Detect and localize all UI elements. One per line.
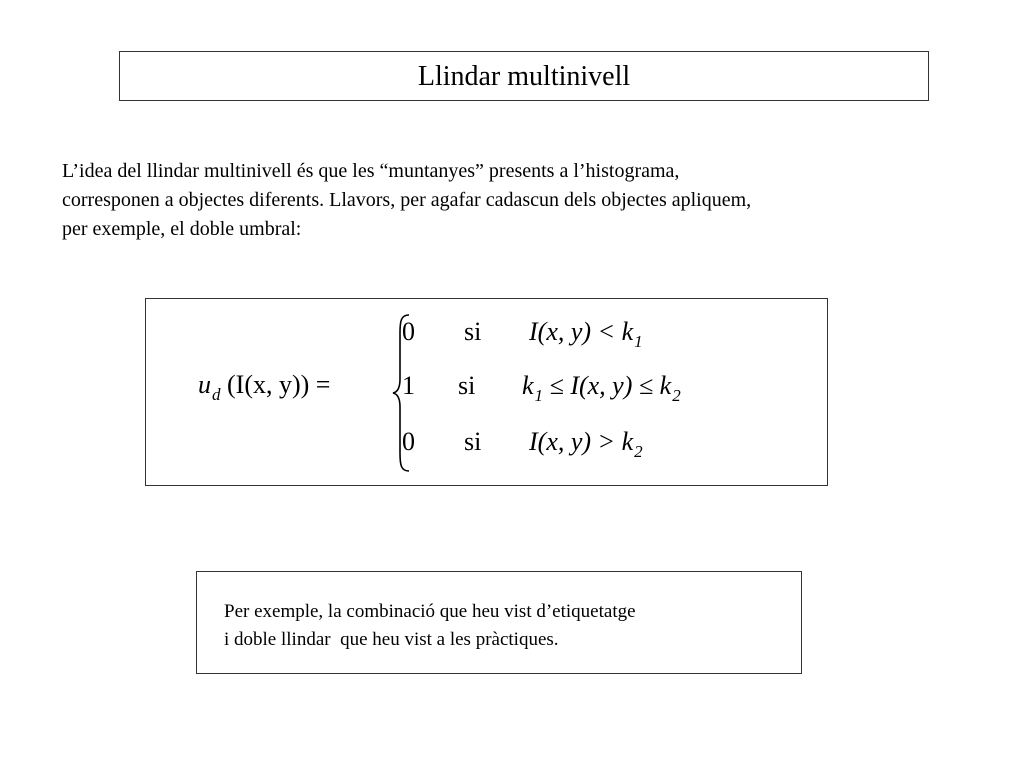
condition-prefix-subscript: 1 — [534, 386, 544, 405]
condition-prefix: k — [522, 371, 534, 400]
case-keyword: si — [464, 427, 482, 456]
formula-arguments: (I(x, y)) = — [220, 370, 331, 399]
note-line: i doble llindar que heu vist a les pràctiques. — [224, 629, 559, 650]
intro-line: per exemple, el doble umbral: — [62, 218, 302, 240]
case-condition — [522, 371, 681, 405]
title-box — [119, 51, 929, 101]
case-condition — [529, 317, 643, 351]
formula-box — [145, 298, 828, 486]
note-text — [224, 598, 636, 654]
condition-subscript: 1 — [634, 332, 643, 351]
condition-text: ≤ I(x, y) ≤ k — [543, 371, 672, 400]
condition-subscript: 2 — [634, 442, 643, 461]
formula-lhs — [198, 370, 331, 404]
condition-text: I(x, y) < k — [529, 317, 634, 346]
note-box — [196, 571, 802, 674]
condition-text: I(x, y) > k — [529, 427, 634, 456]
case-keyword: si — [458, 371, 476, 400]
intro-line: corresponen a objectes diferents. Llavors, per agafar cadascun dels objectes apliquem, — [62, 189, 752, 211]
note-line: Per exemple, la combinació que heu vist d’etiquetatge — [224, 601, 636, 622]
case-condition — [529, 427, 643, 461]
formula-function: u — [198, 370, 211, 399]
formula-function-subscript: d — [212, 385, 221, 404]
intro-paragraph — [62, 157, 962, 244]
case-value: 0 — [402, 317, 415, 346]
case-keyword: si — [464, 317, 482, 346]
case-value: 1 — [402, 371, 415, 400]
case-value: 0 — [402, 427, 415, 456]
intro-line: L’idea del llindar multinivell és que les “muntanyes” presents a l’histograma, — [62, 160, 680, 182]
slide-title: Llindar multinivell — [417, 61, 631, 92]
condition-subscript: 2 — [672, 386, 681, 405]
